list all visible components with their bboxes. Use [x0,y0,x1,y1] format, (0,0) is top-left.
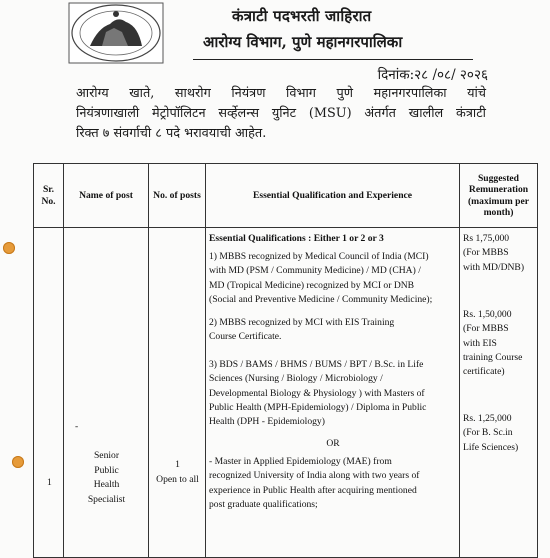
notice-subtitle: आरोग्य विभाग, पुणे महानगरपालिका [203,33,403,51]
post-name-line: Specialist [87,493,126,505]
margin-marker [3,242,15,254]
qual-line: MD (Tropical Medicine) recognized by MCI or DNB [209,279,415,291]
intro-line: रिक्त ७ संवर्गाची ८ पदे भरावयाची आहेत. [76,126,267,141]
header-underline [193,59,473,60]
post-name-line: Senior [93,450,120,461]
col-header-posts: No. of posts [149,164,206,228]
qual-line: Course Certificate. [209,331,282,343]
posts-table [33,163,538,558]
header-text: Remuneration [468,184,529,195]
remun-line: certificate) [463,366,505,378]
remun-line: with EIS [463,337,497,349]
post-name-line: Public [94,464,119,476]
remun-line: Rs 1,75,000 [463,233,510,244]
cell-post-name [64,228,149,558]
qual-line: post graduate qualifications; [209,498,318,510]
posts-count [149,457,206,487]
qual-line: with MD (PSM / Community Medicine) / MD (CHA) / [209,265,421,277]
intro-line: नियंत्रणाखाली मेट्रोपॉलिटन सर्व्हेलन्स युनिट (MSU) अंतर्गत खालील कंत्राटी [76,106,486,121]
qual-line: recognized University of India along with two years of [209,470,420,482]
qual-line: Health (DPH - Epidemiology) [209,416,325,428]
qual-line: experience in Public Health after acquiring mentioned [209,484,417,496]
remun-line: training Course [463,351,523,363]
posts-number: 1 [175,459,180,470]
remun-line: (For B. Sc.in [463,427,513,439]
margin-marker [12,456,24,468]
col-header-sr [34,164,64,228]
qual-option-1 [209,250,458,307]
remun-line: Life Sciences) [463,441,519,453]
cell-remuneration [460,228,538,558]
sr-number: 1 [47,477,52,488]
qual-line: 2) MBBS recognized by MCI with EIS Training [209,317,395,328]
post-name-line: Health [93,479,120,490]
qual-line: Developmental Biology & Physiology ) with Masters of [209,387,425,399]
remun-line: Rs. 1,50,000 [463,309,512,320]
qual-option-4 [209,455,458,512]
header-text: Suggested [477,172,520,184]
qual-line: - Master in Applied Epidemiology (MAE) from [209,456,392,467]
header-text: Sr. [42,184,55,195]
qual-heading: Essential Qualifications : Either 1 or 2 or 3 [209,233,384,244]
qual-line: (Social and Preventive Medicine / Community Medicine); [209,293,433,305]
remun-line: with MD/DNB) [463,261,525,273]
cell-sr [34,228,64,558]
remuneration-bsc [463,412,518,455]
post-name [64,449,149,507]
dash-mark: - [75,421,79,432]
qual-line: Sciences (Nursing / Biology / Microbiology / [209,373,383,385]
cell-no-of-posts [149,228,206,558]
or-separator: OR [326,438,340,449]
intro-paragraph [76,84,486,144]
table-row [34,228,538,558]
qual-option-3 [209,358,458,429]
qual-line: 1) MBBS recognized by Medical Council of India (MCI) [209,251,429,262]
cell-qualification [206,228,460,558]
header-text: (maximum per [467,195,529,207]
col-header-remuneration [460,164,538,228]
remun-line: Rs. 1,25,000 [463,413,512,424]
header-text: month) [483,207,514,218]
qual-line: 3) BDS / BAMS / BHMS / BUMS / BPT / B.Sc. in Life [209,359,424,370]
pmc-logo [68,2,164,64]
remuneration-mbbs-md [463,232,524,275]
qual-option-2 [209,316,458,345]
remuneration-mbbs-eis [463,308,522,379]
header-text: No. [41,195,56,207]
col-header-name: Name of post [64,164,149,228]
col-header-qualification: Essential Qualification and Experience [206,164,460,228]
posts-category: Open to all [156,474,199,485]
intro-line: आरोग्य खाते, साथरोग नियंत्रण विभाग पुणे महानगरपालिका यांचे [76,86,486,101]
remun-line: (For MBBS [463,323,509,335]
table-header-row [34,164,538,228]
date-line: दिनांक:२८ /०८/ २०२६ [377,67,488,83]
remun-line: (For MBBS [463,247,509,259]
qual-line: Public Health (MPH-Epidemiology) / Diploma in Public [209,401,427,413]
notice-title: कंत्राटी पदभरती जाहिरात [232,7,372,25]
